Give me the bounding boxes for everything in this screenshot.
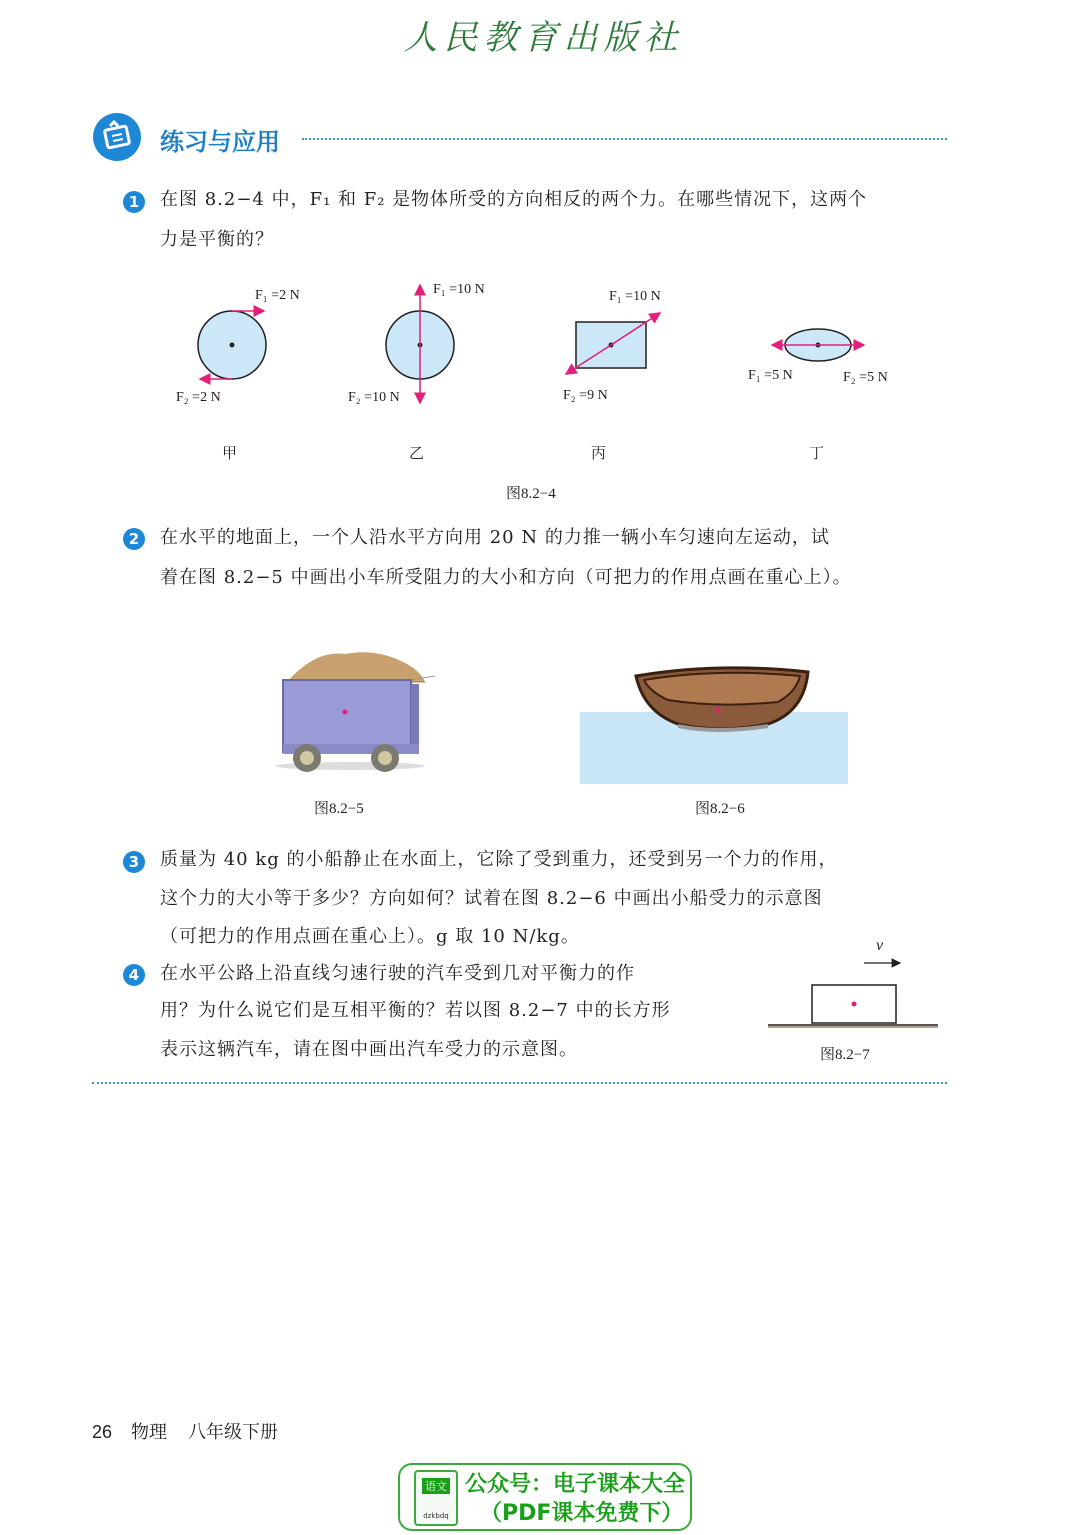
page-number: 26 xyxy=(92,1422,113,1442)
question-3-line-3: （可把力的作用点画在重心上）。g 取 10 N/kg。 xyxy=(160,926,580,947)
badge-small-text: dzkbdq xyxy=(423,1512,449,1520)
fig4-c-f2-label: F₂ =9 N xyxy=(563,388,608,403)
question-number-3: 3 xyxy=(123,851,145,873)
footer-grade: 八年级下册 xyxy=(188,1422,279,1442)
fig4-b-f1-label: F₁ =10 N xyxy=(433,282,485,297)
fig4-a-f2-label: F₂ =2 N xyxy=(176,390,221,405)
fig4-c-f1-label: F₁ =10 N xyxy=(609,289,661,304)
question-2-line-1: 在水平的地面上，一个人沿水平方向用 20 N 的力推一辆小车匀速向左运动，试 xyxy=(160,527,830,548)
exercise-icon xyxy=(92,112,142,162)
boat-center-of-gravity xyxy=(716,708,721,713)
car-center-of-gravity xyxy=(852,1002,857,1007)
watermark-line-2: （PDF课本免费下） xyxy=(480,1501,684,1526)
question-number-1: 1 xyxy=(123,191,145,213)
question-4-line-1: 在水平公路上沿直线匀速行驶的汽车受到几对平衡力的作 xyxy=(160,963,635,984)
section-title: 练习与应用 xyxy=(160,128,280,156)
fig4-d-label: 丁 xyxy=(809,446,825,462)
fig7-caption: 图8.2−7 xyxy=(820,1047,870,1063)
page-footer xyxy=(92,1418,278,1444)
fig5-caption: 图8.2−5 xyxy=(314,801,364,817)
fig4-a-label: 甲 xyxy=(222,446,238,462)
question-1-line-2: 力是平衡的？ xyxy=(160,229,274,250)
fig4-c-label: 丙 xyxy=(591,446,607,462)
fig6-caption: 图8.2−6 xyxy=(695,801,745,817)
fig4-b-label: 乙 xyxy=(409,446,425,462)
question-4-line-3: 表示这辆汽车，请在图中画出汽车受力的示意图。 xyxy=(160,1039,578,1060)
watermark-line-1: 公众号：电子课本大全 xyxy=(465,1472,686,1497)
figure-8-2-7 xyxy=(766,945,941,1030)
divider-bottom xyxy=(92,1082,947,1084)
question-3-line-1: 质量为 40 kg 的小船静止在水面上，它除了受到重力，还受到另一个力的作用， xyxy=(160,849,838,870)
question-4-line-2: 用？为什么说它们是互相平衡的？若以图 8.2−7 中的长方形 xyxy=(160,1000,671,1021)
question-2-line-2: 着在图 8.2−5 中画出小车所受阻力的大小和方向（可把力的作用点画在重心上）。 xyxy=(160,567,852,588)
badge-label: 语文 xyxy=(422,1478,450,1494)
footer-subject: 物理 xyxy=(131,1422,168,1442)
question-1-line-1: 在图 8.2−4 中，F₁ 和 F₂ 是物体所受的方向相反的两个力。在哪些情况下，这两个 xyxy=(160,189,868,210)
figure-8-2-6-boat xyxy=(578,662,850,786)
velocity-label: v xyxy=(876,937,884,954)
publisher-logo: 人民教育出版社 xyxy=(403,18,684,58)
fig4-d-f2-label: F₂ =5 N xyxy=(843,370,888,385)
fig4-a-f1-label: F₁ =2 N xyxy=(255,288,300,303)
divider-top xyxy=(302,138,947,140)
cart-center-of-gravity xyxy=(343,710,348,715)
question-number-2: 2 xyxy=(123,528,145,550)
question-3-line-2: 这个力的大小等于多少？方向如何？试着在图 8.2−6 中画出小船受力的示意图 xyxy=(160,888,823,909)
fig4-b-f2-label: F₂ =10 N xyxy=(348,390,400,405)
fig4-d-f1-label: F₁ =5 N xyxy=(748,368,793,383)
figure-8-2-5-cart xyxy=(275,640,440,780)
question-number-4: 4 xyxy=(123,964,145,986)
book-icon xyxy=(414,1470,458,1526)
fig4-caption: 图8.2−4 xyxy=(506,486,556,502)
